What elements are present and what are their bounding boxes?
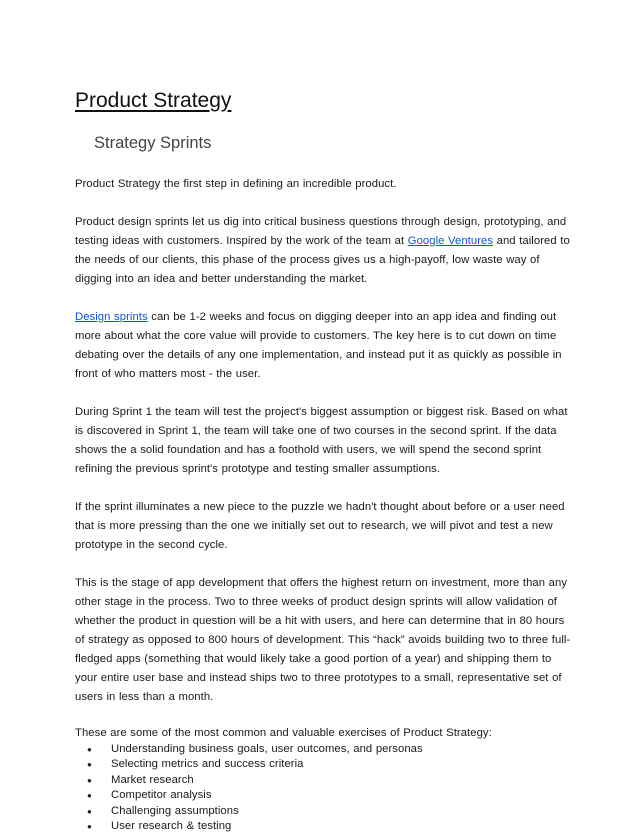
google-ventures-link[interactable]: Google Ventures bbox=[407, 235, 494, 247]
paragraph-intro: Product Strategy the first step in defining an incredible product. bbox=[75, 178, 397, 190]
paragraph-sprint-one: During Sprint 1 the team will test the project's biggest assumption or biggest risk. Based on what is discovered in Sprint 1, the team will take one of two courses in the second sprint. If the data shows the a solid foundation and has a foothold with users, we will spend the second sprint refining the previous sprint's prototype and testing smaller assumptions. bbox=[75, 406, 568, 475]
exercise-list bbox=[75, 742, 575, 835]
list-item: ● Understanding business goals, user outcomes, and personas bbox=[111, 742, 575, 758]
design-sprints-link[interactable]: Design sprints bbox=[75, 311, 148, 323]
document-body bbox=[75, 175, 575, 835]
paragraph-text: and tailored to the needs of our clients, this phase of the process gives us a high-payoff, low waste way of digging into an idea and better understanding the market. bbox=[75, 235, 570, 285]
list-item: ● Competitor analysis bbox=[111, 788, 575, 804]
paragraph-roi: This is the stage of app development that offers the highest return on investment, more than any other stage in the process. Two to three weeks of product design sprints will allow validation of whether the product in question will be a hit with users, and here can determine that in 80 hours of strategy as opposed to 800 hours of development. This “hack” avoids building two to three full-fledged apps (something that would likely take a good portion of a year) and shipping them to your entire user base and instead ships two to three prototypes to a small, representative set of users in less than a month. bbox=[75, 577, 571, 703]
paragraph-design-sprints bbox=[75, 213, 575, 289]
list-item: ● Challenging assumptions bbox=[111, 804, 575, 820]
paragraph-text: can be 1-2 weeks and focus on digging deeper into an app idea and finding out more about what the core value will provide to customers. The key here is to cut down on time debating over the details of any one implementation, and instead put it as quickly as possible in front of who matters most - the user. bbox=[75, 311, 562, 380]
section-subtitle: Strategy Sprints bbox=[94, 134, 212, 152]
list-item: ● Selecting metrics and success criteria bbox=[111, 757, 575, 773]
paragraph-text: Product design sprints let us dig into critical business questions through design, prototyping, and testing ideas with customers. Inspired by the work of the team at bbox=[75, 216, 567, 247]
list-item: ● User research & testing bbox=[111, 819, 575, 835]
list-item: ● Market research bbox=[111, 773, 575, 789]
paragraph-pivot: If the sprint illuminates a new piece to the puzzle we hadn't thought about before or a user need that is more pressing than the one we initially set out to research, we will pivot and test a new prototype in the second cycle. bbox=[75, 501, 565, 551]
list-intro: These are some of the most common and valuable exercises of Product Strategy: bbox=[75, 727, 492, 739]
paragraph-sprint-length bbox=[75, 308, 575, 384]
page-title: Product Strategy bbox=[75, 89, 232, 112]
